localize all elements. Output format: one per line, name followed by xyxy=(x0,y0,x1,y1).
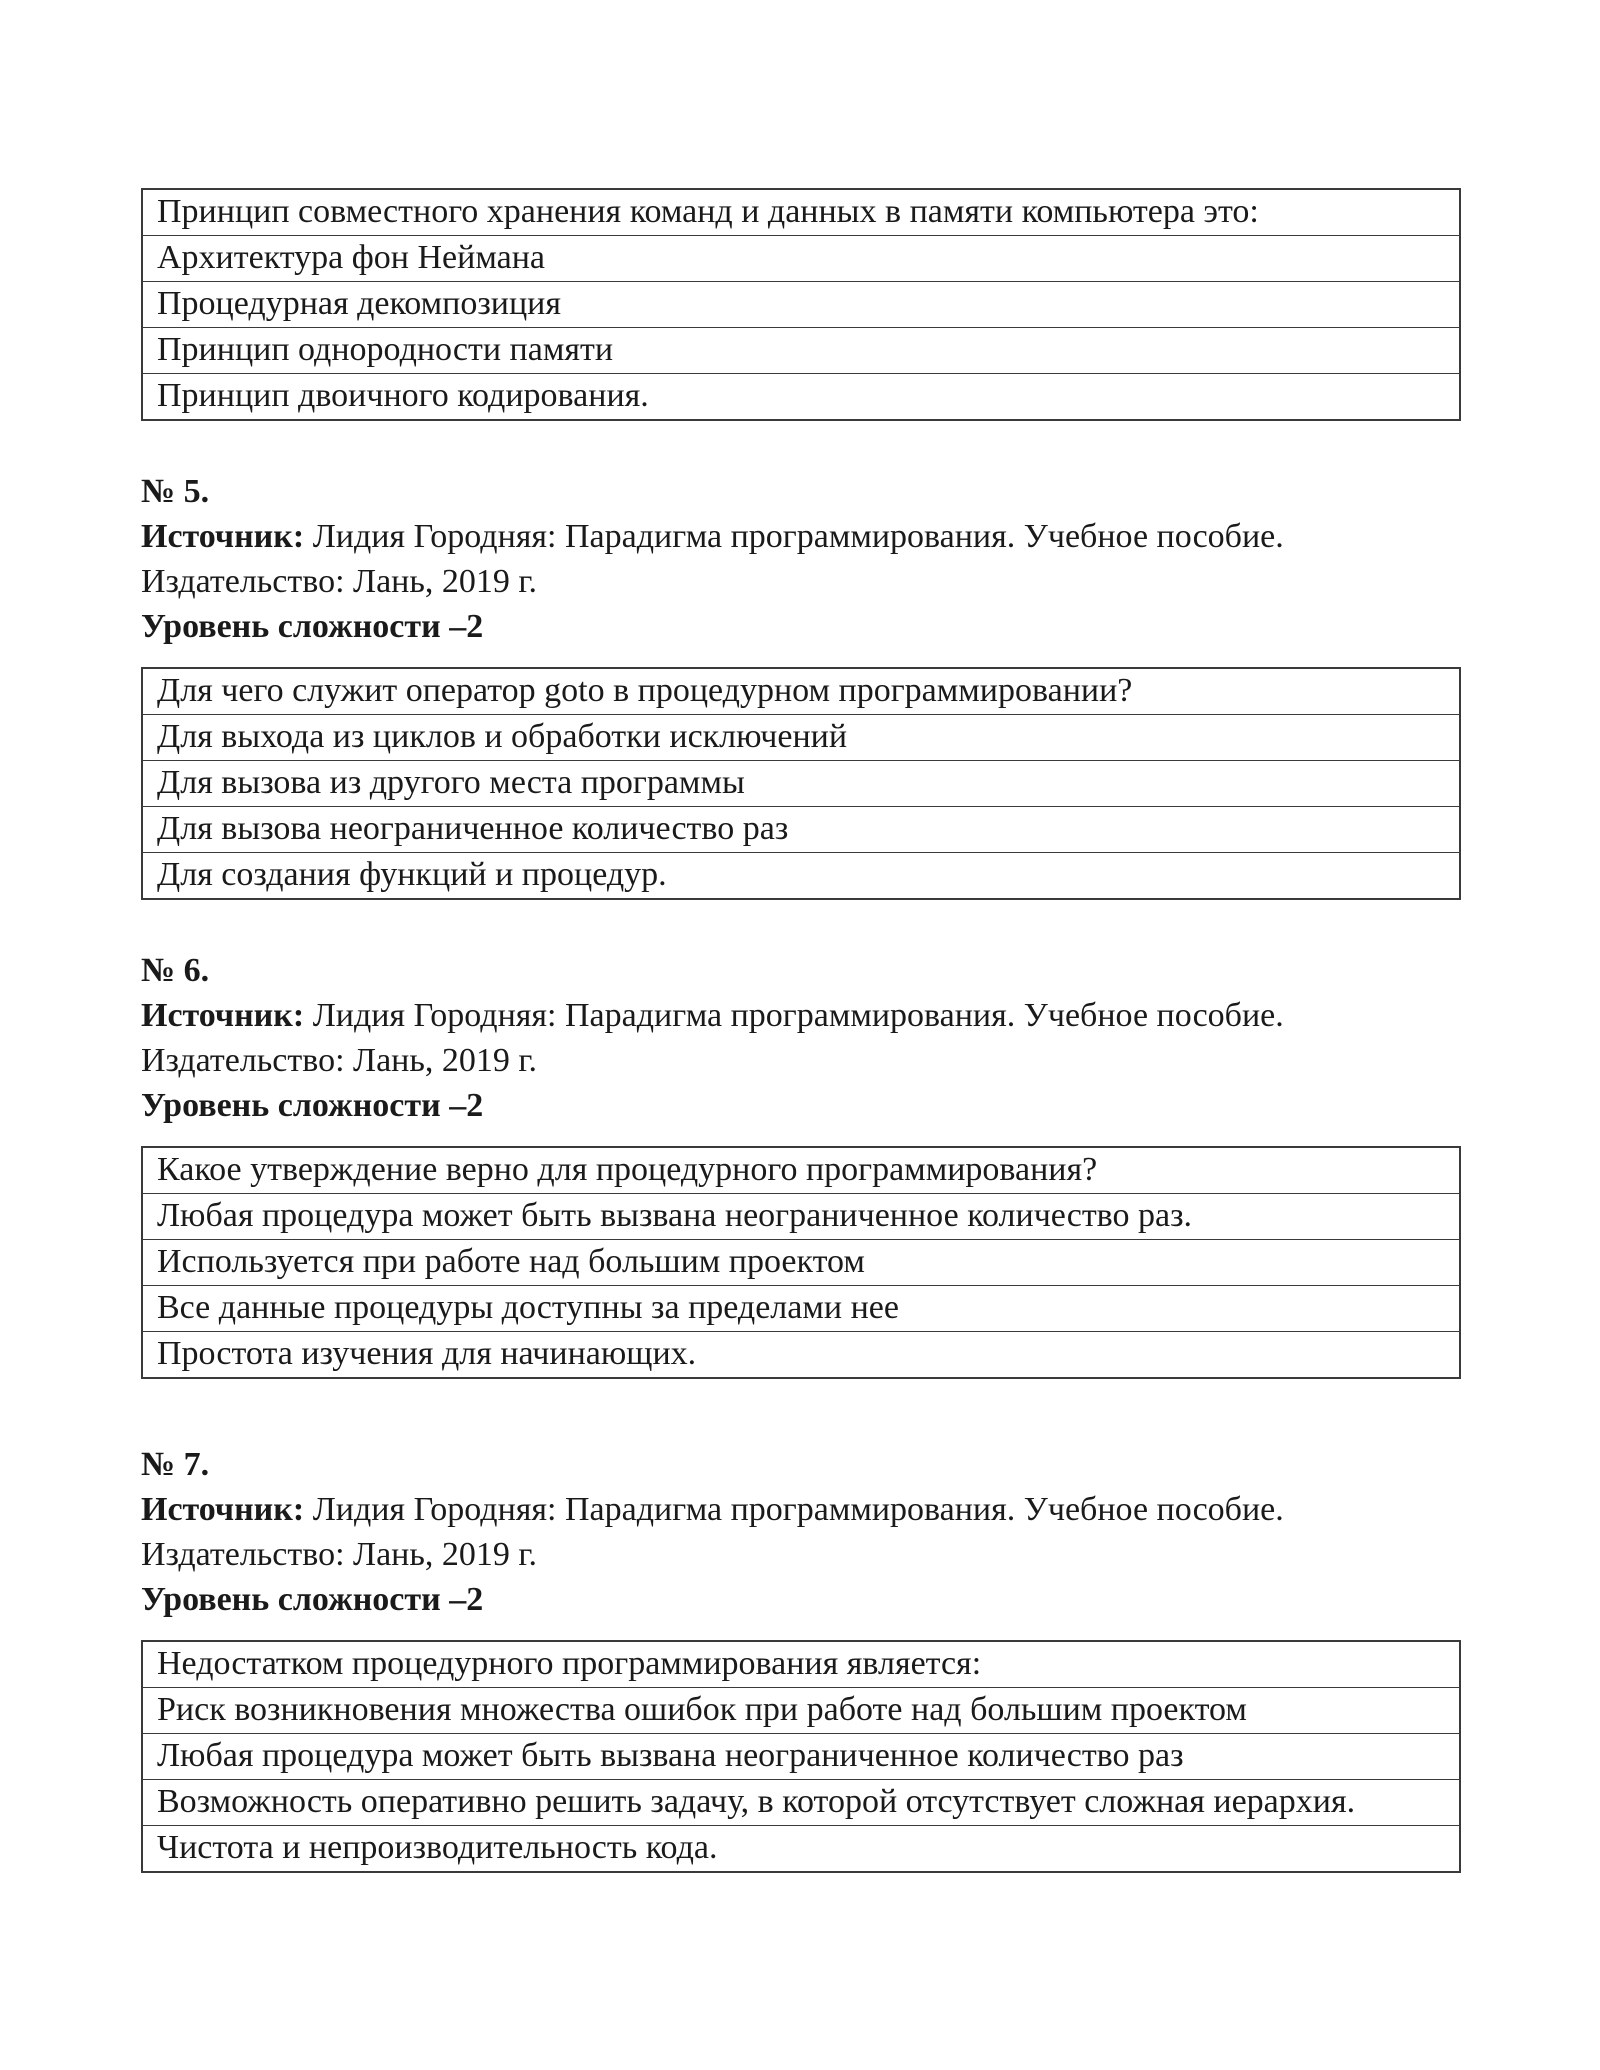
question-text: Недостатком процедурного программирования является: xyxy=(157,1645,982,1682)
question-text: Принцип совместного хранения команд и данных в памяти компьютера это: xyxy=(157,193,1259,230)
answer-option: Все данные процедуры доступны за пределами нее xyxy=(143,1285,1459,1331)
question-table-6 xyxy=(141,1146,1461,1379)
difficulty-level: Уровень сложности –2 xyxy=(141,608,484,645)
question-table-7 xyxy=(141,1640,1461,1873)
publisher-line: Издательство: Лань, 2019 г. xyxy=(141,1536,537,1573)
question-number: № 5. xyxy=(141,473,210,510)
question-table-4 xyxy=(141,188,1461,421)
source-line xyxy=(141,993,1461,1038)
answer-option: Для создания функций и процедур. xyxy=(143,852,1459,898)
question-number: № 7. xyxy=(141,1446,210,1483)
question-number: № 6. xyxy=(141,952,210,989)
answer-option: Возможность оперативно решить задачу, в которой отсутствует сложная иерархия. xyxy=(143,1779,1459,1825)
source-label: Источник: xyxy=(141,518,305,555)
answer-option: Принцип двоичного кодирования. xyxy=(143,373,1459,419)
source-text: Лидия Городняя: Парадигма программирования. Учебное пособие. xyxy=(312,518,1284,555)
question-text: Для чего служит оператор goto в процедурном программировании? xyxy=(157,672,1133,709)
answer-option: Любая процедура может быть вызвана неограниченное количество раз xyxy=(143,1733,1459,1779)
answer-option: Используется при работе над большим проектом xyxy=(143,1239,1459,1285)
source-line xyxy=(141,1487,1461,1532)
answer-option: Для вызова неограниченное количество раз xyxy=(143,806,1459,852)
source-text: Лидия Городняя: Парадигма программирования. Учебное пособие. xyxy=(312,997,1284,1034)
question-table-5 xyxy=(141,667,1461,900)
answer-option: Процедурная декомпозиция xyxy=(143,281,1459,327)
publisher-line: Издательство: Лань, 2019 г. xyxy=(141,563,537,600)
question-text: Какое утверждение верно для процедурного программирования? xyxy=(157,1151,1098,1188)
answer-option: Чистота и непроизводительность кода. xyxy=(143,1825,1459,1871)
document-page xyxy=(141,188,1461,1873)
answer-option: Принцип однородности памяти xyxy=(143,327,1459,373)
difficulty-level: Уровень сложности –2 xyxy=(141,1581,484,1618)
answer-option: Архитектура фон Неймана xyxy=(143,235,1459,281)
answer-option: Риск возникновения множества ошибок при работе над большим проектом xyxy=(143,1687,1459,1733)
source-label: Источник: xyxy=(141,997,305,1034)
answer-option: Для выхода из циклов и обработки исключений xyxy=(143,714,1459,760)
source-text: Лидия Городняя: Парадигма программирования. Учебное пособие. xyxy=(312,1491,1284,1528)
answer-option: Любая процедура может быть вызвана неограниченное количество раз. xyxy=(143,1193,1459,1239)
difficulty-level: Уровень сложности –2 xyxy=(141,1087,484,1124)
source-line xyxy=(141,514,1461,559)
source-label: Источник: xyxy=(141,1491,305,1528)
publisher-line: Издательство: Лань, 2019 г. xyxy=(141,1042,537,1079)
answer-option: Для вызова из другого места программы xyxy=(143,760,1459,806)
answer-option: Простота изучения для начинающих. xyxy=(143,1331,1459,1377)
